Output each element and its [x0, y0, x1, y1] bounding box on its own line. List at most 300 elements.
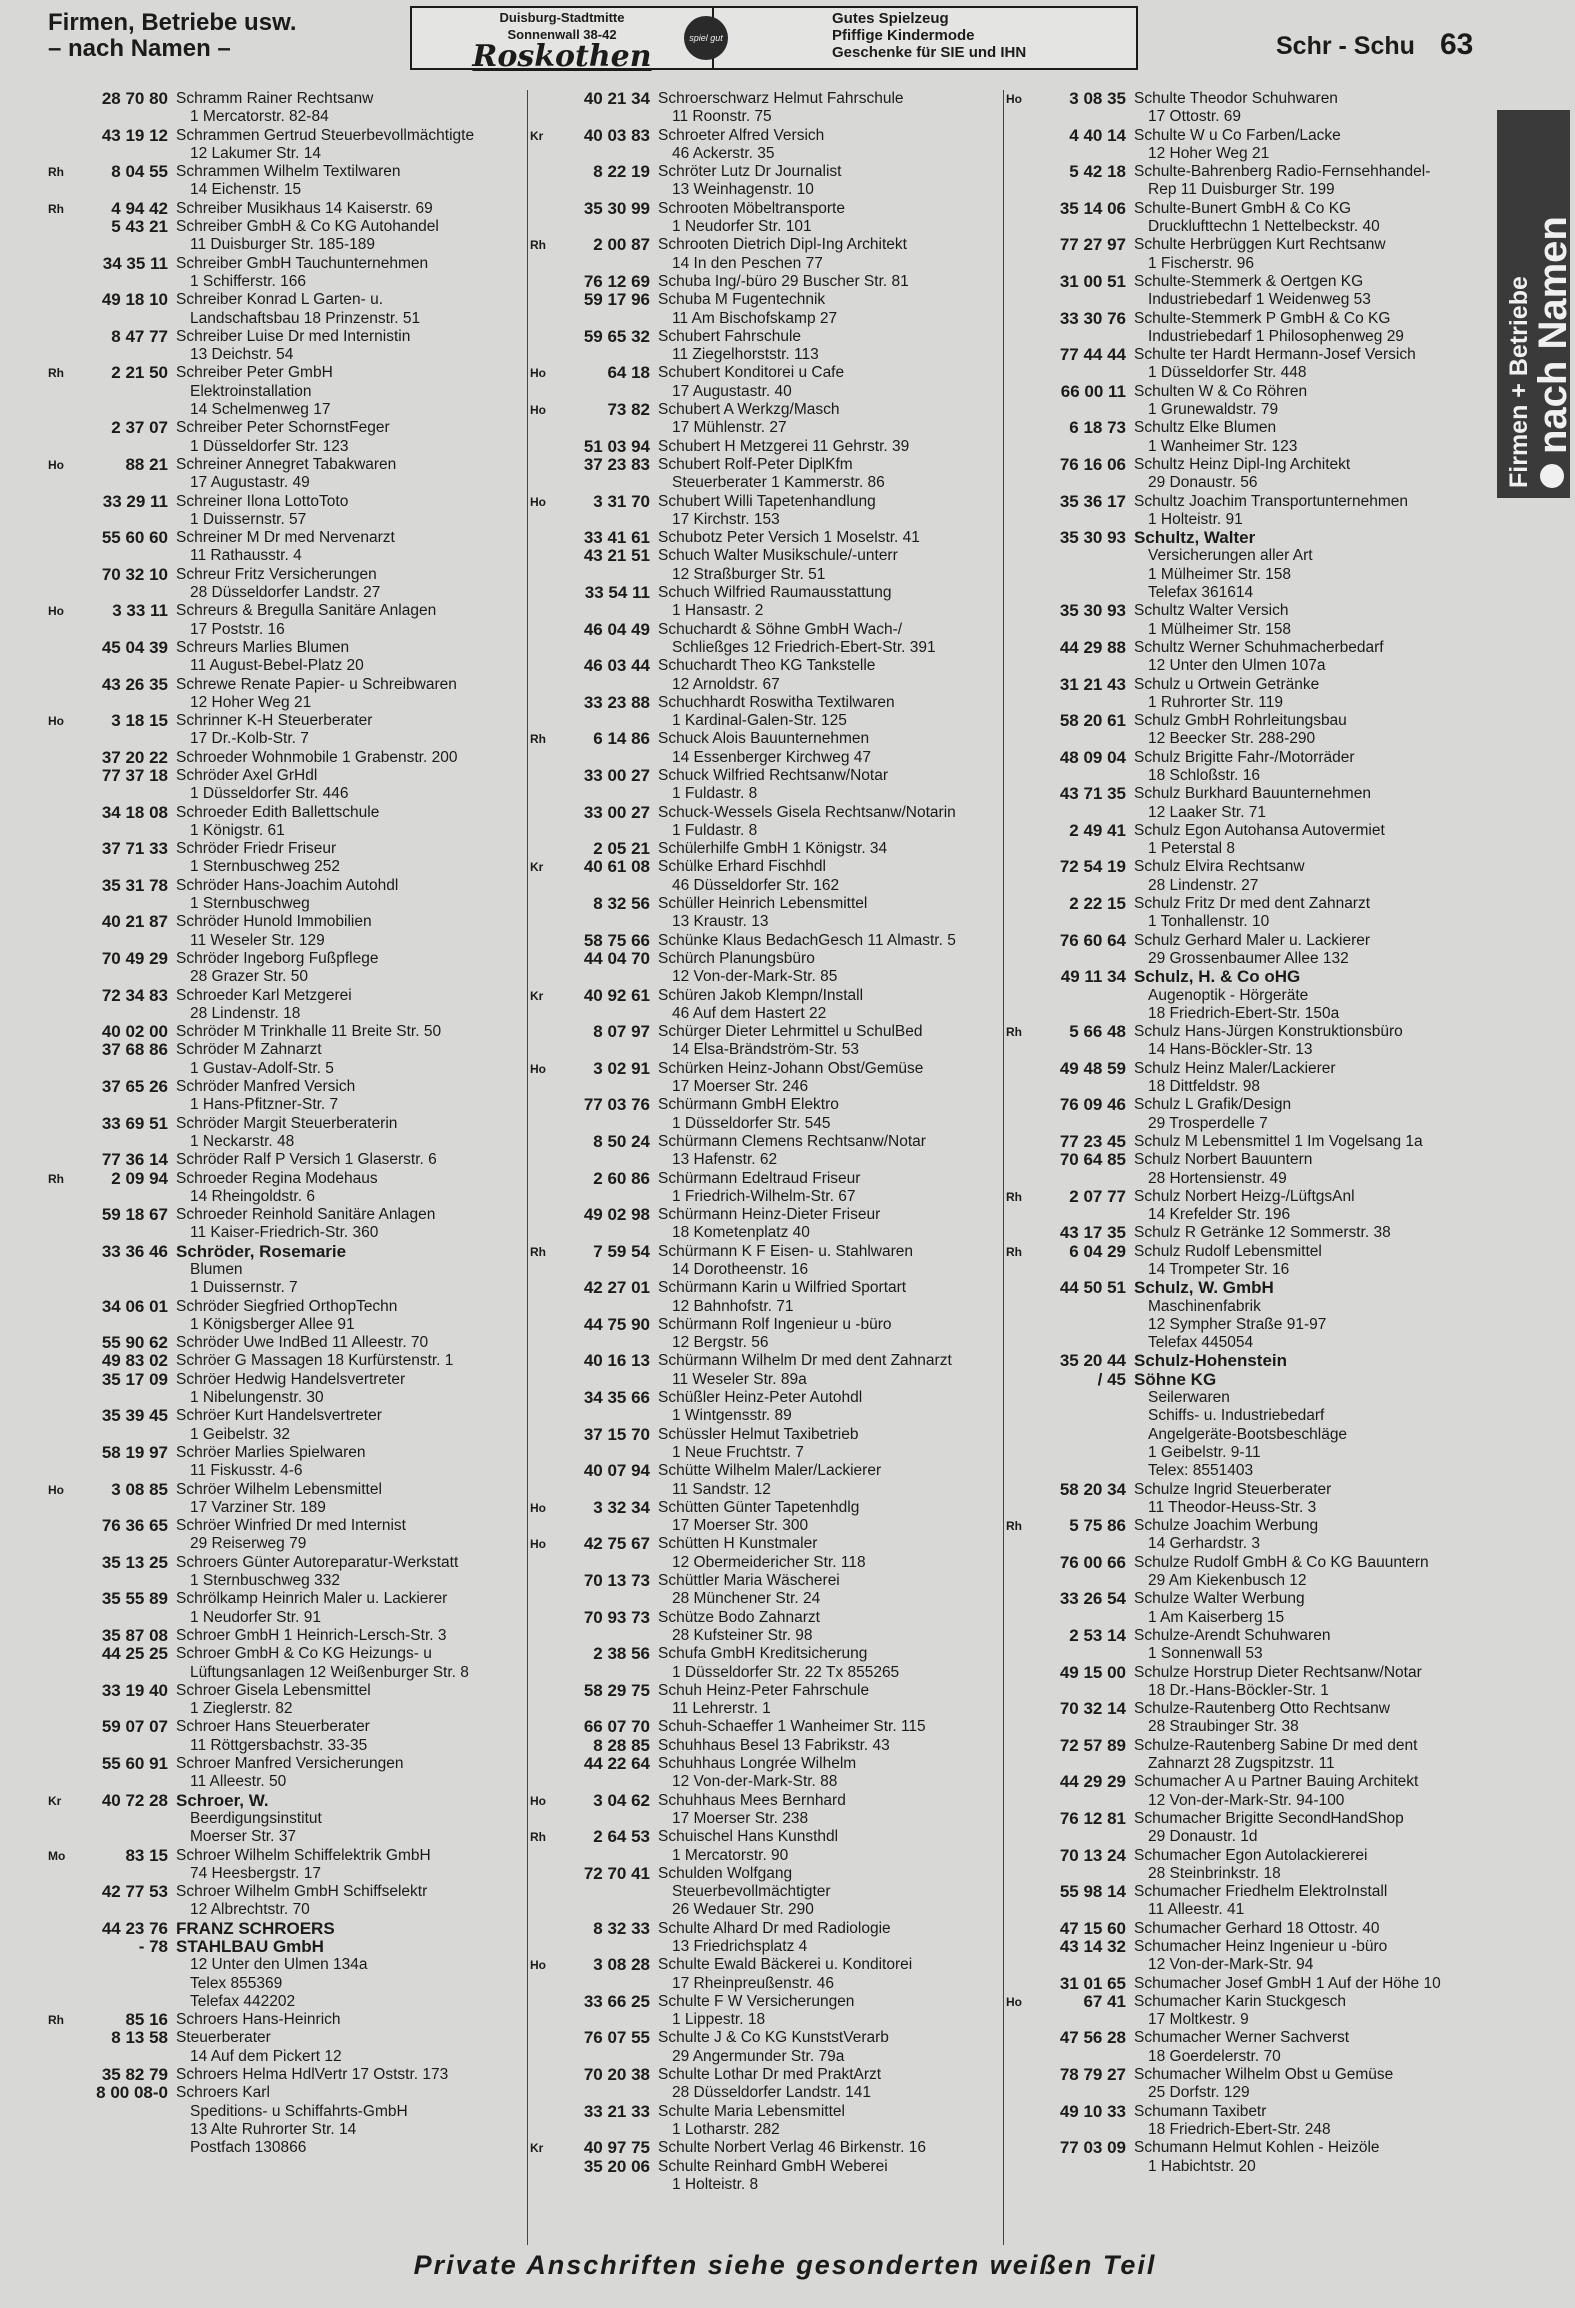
listing-entry: [48, 1645, 526, 1682]
phone-number: 37 65 26: [101, 1077, 168, 1097]
listing-text: [176, 1041, 526, 1078]
phone-number: 3 08 35: [1069, 89, 1126, 108]
district-prefix: [530, 1023, 550, 1060]
listing-text: [176, 529, 526, 566]
listing-entry: [530, 456, 1004, 493]
page-number: 63: [1440, 28, 1474, 61]
listing-detail: 1 Sternbuschweg: [190, 895, 310, 913]
district-prefix: [48, 2084, 68, 2157]
listing-entry: [48, 1206, 526, 1243]
phone-number: 43 71 35: [1059, 784, 1126, 804]
listing-name: Schürmann Karin u Wilfried Sportart: [658, 1279, 907, 1297]
listing-text: [658, 1737, 1004, 1755]
phone-number: 3 33 11: [112, 601, 168, 621]
listing-detail: Schließges 12 Friedrich-Ebert-Str. 391: [672, 638, 936, 656]
listing-entry: [530, 163, 1004, 200]
district-prefix: [48, 1407, 68, 1444]
listing-entry: [1006, 1847, 1496, 1884]
listing-name: Schröer Kurt Handelsvertreter: [176, 1407, 382, 1425]
listing-text: [176, 456, 526, 493]
district-prefix: [530, 90, 550, 127]
listing-name: Schulten W & Co Röhren: [1134, 382, 1308, 400]
listing-name: Schreiber GmbH Tauchunternehmen: [176, 254, 429, 272]
district-prefix: [1006, 1700, 1026, 1737]
listing-entry: [530, 1352, 1004, 1389]
district-prefix: [530, 200, 550, 237]
listing-entry: [48, 1115, 526, 1152]
listing-name: Schürmann GmbH Elektro: [658, 1096, 839, 1114]
district-prefix: [530, 1352, 550, 1389]
page-header: [0, 0, 1570, 80]
listing-name: Schulte Norbert Verlag 46 Birkenstr. 16: [658, 2139, 926, 2157]
listing-entry: [1006, 1224, 1496, 1242]
listing-name: Schumacher Heinz Ingenieur u -büro: [1134, 1937, 1388, 1955]
listing-text: [1134, 1151, 1496, 1188]
listing-entry: [48, 1718, 526, 1755]
listing-detail: 1 Neudorfer Str. 91: [190, 1608, 321, 1626]
listing-name: Schulz Norbert Bauuntern: [1134, 1151, 1313, 1169]
listing-text: [1134, 1224, 1496, 1242]
listing-name: Schroer Gisela Lebensmittel: [176, 1681, 371, 1699]
phone-number: 44 29 88: [1059, 637, 1126, 657]
listing-detail: 12 Bergstr. 56: [672, 1334, 769, 1352]
phone-number: 44 25 25: [101, 1644, 168, 1664]
district-prefix: [48, 1645, 68, 1682]
listing-name: Schröder Hans-Joachim Autohdl: [176, 876, 399, 894]
district-prefix: [530, 1755, 550, 1792]
listing-name: Schulte-Stemmerk P GmbH & Co KG: [1134, 309, 1391, 327]
listing-detail: 1 Zieglerstr. 82: [190, 1700, 293, 1718]
listing-entry: [530, 621, 1004, 658]
listing-name: Schulz Fritz Dr med dent Zahnarzt: [1134, 895, 1371, 913]
phone-number: 8 00 08-0: [96, 2083, 168, 2103]
listing-entry: [48, 2066, 526, 2084]
listing-detail: 1 Duissernstr. 7: [190, 1279, 298, 1297]
phone-number: 8 28 85: [593, 1735, 650, 1755]
listing-detail: 26 Wedauer Str. 290: [672, 1901, 814, 1919]
listing-name: Schroer Manfred Versicherungen: [176, 1755, 404, 1773]
phone-number: 70 32 14: [1059, 1699, 1126, 1719]
listing-name: Schroeter Alfred Versich: [658, 126, 825, 144]
phone-number: 70 64 85: [1059, 1150, 1126, 1170]
listing-detail: 1 Duissernstr. 57: [190, 510, 307, 528]
listing-entry: [1006, 2029, 1496, 2066]
listing-name: Schröder Ralf P Versich 1 Glaserstr. 6: [176, 1151, 437, 1169]
district-prefix: Kr: [530, 2141, 544, 2156]
listing-name: Schroeder Edith Ballettschule: [176, 803, 380, 821]
listing-name: Schroeder Wohnmobile 1 Grabenstr. 200: [176, 748, 458, 766]
phone-number: 34 06 01: [101, 1296, 168, 1316]
listing-text: [176, 1718, 526, 1755]
listing-entry: [1006, 1023, 1496, 1060]
district-prefix: [530, 1993, 550, 2030]
listing-detail: 1 Neudorfer Str. 101: [672, 218, 812, 236]
district-prefix: [530, 804, 550, 841]
listing-text: [1134, 1554, 1496, 1591]
listing-entry: [530, 547, 1004, 584]
phone-number: 44 29 29: [1059, 1772, 1126, 1792]
phone-number: 73 82: [607, 400, 650, 420]
listing-text: [176, 1078, 526, 1115]
listing-text: [1134, 1133, 1496, 1151]
district-prefix: [530, 1718, 550, 1736]
district-prefix: [48, 1755, 68, 1792]
listing-entry: [48, 1920, 526, 1938]
listing-entry: [1006, 1279, 1496, 1352]
listing-text: [658, 1352, 1004, 1389]
phone-number: 43 26 35: [101, 674, 168, 694]
listing-text: [1134, 419, 1496, 456]
listing-entry: [530, 1828, 1004, 1865]
phone-number: 59 17 96: [583, 290, 650, 310]
listing-detail: 1 Lippestr. 18: [672, 2011, 766, 2029]
listing-entry: [1006, 1810, 1496, 1847]
listing-name: Schulze-Arendt Schuhwaren: [1134, 1626, 1331, 1644]
listing-text: [1134, 1371, 1496, 1481]
phone-number: 40 21 34: [583, 89, 650, 108]
listing-text: [1134, 1517, 1496, 1554]
district-prefix: [530, 2066, 550, 2103]
district-prefix: [48, 676, 68, 713]
listing-detail: 11 Lehrerstr. 1: [672, 1700, 771, 1718]
listing-entry: [530, 236, 1004, 273]
listing-detail: 14 In den Peschen 77: [672, 254, 823, 272]
district-prefix: [48, 127, 68, 164]
listing-entry: [530, 1682, 1004, 1719]
listing-entry: [1006, 529, 1496, 602]
listing-text: [1134, 1627, 1496, 1664]
phone-number: 8 22 19: [593, 162, 650, 182]
listing-text: [1134, 1664, 1496, 1701]
district-prefix: Rh: [530, 238, 546, 253]
listing-name: Söhne KG: [1134, 1369, 1217, 1389]
listing-text: [176, 2011, 526, 2029]
listing-detail: 12 Beecker Str. 288-290: [1148, 730, 1316, 748]
district-prefix: [1006, 932, 1026, 969]
listing-entry: [1006, 1975, 1496, 1993]
listing-detail: 74 Heesbergstr. 17: [190, 1864, 321, 1882]
phone-number: 40 61 08: [583, 857, 650, 877]
phone-number: 44 23 76: [101, 1918, 168, 1938]
phone-number: 77 44 44: [1059, 345, 1126, 365]
listing-entry: [48, 712, 526, 749]
ad-slogan-1: Gutes Spielzeug: [832, 10, 949, 27]
phone-number: 64 18: [607, 363, 650, 383]
phone-number: 8 32 33: [593, 1918, 650, 1938]
listing-entry: [48, 1407, 526, 1444]
listing-detail: 12 Laaker Str. 71: [1148, 803, 1267, 821]
listing-name: Schulz Elvira Rechtsanw: [1134, 858, 1305, 876]
listing-detail: 11 Duisburger Str. 185-189: [190, 236, 375, 254]
listing-detail: 12 Hoher Weg 21: [190, 693, 312, 711]
district-prefix: [48, 1920, 68, 1938]
listing-entry: [48, 987, 526, 1024]
phone-number: 2 05 21: [593, 839, 650, 859]
phone-number: 49 10 33: [1059, 2101, 1126, 2121]
listing-text: [1134, 639, 1496, 676]
phone-number: 34 35 11: [102, 253, 168, 273]
district-prefix: Ho: [1006, 1994, 1022, 2009]
listing-text: [1134, 2103, 1496, 2140]
phone-number: - 78: [138, 1936, 168, 1956]
listing-entry: [48, 1517, 526, 1554]
listing-detail: 17 Moltkestr. 9: [1148, 2011, 1249, 2029]
phone-number: 40 97 75: [583, 2138, 650, 2158]
listing-name: Schubert A Werkzg/Masch: [658, 401, 840, 419]
listing-text: [176, 1682, 526, 1719]
district-prefix: [530, 1462, 550, 1499]
listing-text: [176, 1298, 526, 1335]
district-prefix: [48, 840, 68, 877]
phone-number: 40 07 94: [583, 1461, 650, 1481]
listing-text: [176, 1115, 526, 1152]
section-title-line2: – nach Namen –: [48, 35, 231, 62]
phone-number: 70 32 10: [101, 564, 168, 584]
listing-name: Schrölkamp Heinrich Maler u. Lackierer: [176, 1590, 448, 1608]
district-prefix: Rh: [530, 1830, 546, 1845]
phone-number: 40 03 83: [583, 125, 650, 145]
listing-detail: 17 Augustastr. 40: [672, 382, 792, 400]
listing-name: Schulte F W Versicherungen: [658, 1992, 855, 2010]
listing-name: Schulte Theodor Schuhwaren: [1134, 90, 1338, 107]
listing-entry: [530, 1499, 1004, 1536]
listing-text: [176, 1371, 526, 1408]
listing-text: [1134, 529, 1496, 602]
phone-number: 2 53 14: [1069, 1625, 1126, 1645]
phone-number: 72 57 89: [1059, 1735, 1126, 1755]
district-prefix: [1006, 785, 1026, 822]
listing-name: Schröder Uwe IndBed 11 Alleestr. 70: [176, 1334, 429, 1352]
listing-detail: 17 Dr.-Kolb-Str. 7: [190, 730, 309, 748]
listing-detail: 1 Ruhrorter Str. 119: [1148, 693, 1283, 711]
listing-entry: [48, 1041, 526, 1078]
phone-number: 35 14 06: [1059, 198, 1126, 218]
listing-text: [176, 1334, 526, 1352]
phone-number: 83 15: [125, 1845, 168, 1865]
thumb-tab-line2-text: nach Namen: [1531, 216, 1575, 454]
listing-name: Schürmann K F Eisen- u. Stahlwaren: [658, 1242, 914, 1260]
listing-text: [176, 127, 526, 164]
listing-name: Schröer Marlies Spielwaren: [176, 1443, 366, 1461]
listing-name: Schulz Norbert Heizg-/LüftgsAnl: [1134, 1187, 1355, 1205]
phone-number: 34 18 08: [101, 802, 168, 822]
listing-entry: [48, 1938, 526, 2011]
listing-entry: [530, 1956, 1004, 1993]
listing-name: Schubotz Peter Versich 1 Moselstr. 41: [658, 529, 920, 547]
listing-entry: [48, 1627, 526, 1645]
phone-number: 46 04 49: [583, 619, 650, 639]
listing-name: Schroer GmbH & Co KG Heizungs- u: [176, 1645, 432, 1663]
listing-detail: 46 Düsseldorfer Str. 162: [672, 876, 840, 894]
listing-text: [1134, 1920, 1496, 1938]
listing-text: [658, 2139, 1004, 2157]
phone-number: 49 02 98: [583, 1205, 650, 1225]
phone-number: 78 79 27: [1059, 2065, 1126, 2085]
listing-entry: [530, 950, 1004, 987]
district-prefix: [48, 255, 68, 292]
listing-text: [658, 127, 1004, 164]
district-prefix: [1006, 858, 1026, 895]
district-prefix: Rh: [530, 1244, 546, 1259]
listing-detail: Maschinenfabrik: [1148, 1297, 1261, 1315]
phone-number: 3 08 28: [593, 1955, 650, 1975]
listing-name: Schreiber Konrad L Garten- u.: [176, 291, 384, 309]
listing-entry: [530, 1389, 1004, 1426]
listing-name: Schünke Klaus BedachGesch 11 Almastr. 5: [658, 931, 956, 949]
listing-entry: [1006, 1133, 1496, 1151]
district-prefix: [530, 1389, 550, 1426]
listing-detail: 18 Dittfeldstr. 98: [1148, 1078, 1261, 1096]
district-prefix: [1006, 639, 1026, 676]
listing-entry: [530, 1206, 1004, 1243]
listing-detail: 28 Düsseldorfer Landstr. 27: [190, 584, 381, 602]
listing-text: [176, 255, 526, 292]
listing-text: [658, 1060, 1004, 1097]
listing-text: [176, 1444, 526, 1481]
listing-detail: 28 Düsseldorfer Landstr. 141: [672, 2084, 872, 2102]
district-prefix: [1006, 676, 1026, 713]
district-prefix: Rh: [48, 201, 64, 216]
listing-name: Schröer Hedwig Handelsvertreter: [176, 1370, 406, 1388]
listing-entry: [530, 1609, 1004, 1646]
district-prefix: [530, 1609, 550, 1646]
district-prefix: [530, 547, 550, 584]
listing-detail: 13 Deichstr. 54: [190, 346, 294, 364]
district-prefix: Ho: [48, 604, 64, 619]
listing-detail: 18 Friedrich-Ebert-Str. 248: [1148, 2120, 1331, 2138]
phone-number: 85 16: [125, 2010, 168, 2030]
listing-text: [176, 163, 526, 200]
listing-text: [176, 90, 526, 127]
listing-detail: Schiffs- u. Industriebedarf: [1148, 1407, 1325, 1425]
district-prefix: [48, 2066, 68, 2084]
listing-entry: [530, 1755, 1004, 1792]
listing-name: Schroers Hans-Heinrich: [176, 2011, 341, 2029]
listing-entry: [1006, 785, 1496, 822]
listing-entry: [48, 218, 526, 255]
district-prefix: [530, 1572, 550, 1609]
listing-name: Schulte Alhard Dr med Radiologie: [658, 1919, 891, 1937]
listing-name: Schulz Brigitte Fahr-/Motorräder: [1134, 748, 1355, 766]
listing-name: Schumacher Friedhelm ElektroInstall: [1134, 1883, 1388, 1901]
district-prefix: [1006, 1773, 1026, 1810]
listing-detail: 29 Donaustr. 56: [1148, 474, 1258, 492]
listing-name: Schuhhaus Longrée Wilhelm: [658, 1755, 857, 1773]
listing-detail: 12 Von-der-Mark-Str. 88: [672, 1773, 838, 1791]
listing-entry: [1006, 236, 1496, 273]
listing-text: [658, 291, 1004, 328]
listing-text: [1134, 712, 1496, 749]
listing-name: Schultz Heinz Dipl-Ing Architekt: [1134, 455, 1351, 473]
thumb-tab-line2: [1533, 120, 1573, 488]
listing-detail: 14 Trompeter Str. 16: [1148, 1261, 1290, 1278]
district-prefix: [48, 1041, 68, 1078]
listing-detail: 11 Am Bischofskamp 27: [672, 309, 838, 327]
district-prefix: [1006, 1920, 1026, 1938]
listing-name: Schuhhaus Besel 13 Fabrikstr. 43: [658, 1736, 890, 1754]
listing-entry: [48, 639, 526, 676]
phone-number: 35 17 09: [101, 1369, 168, 1389]
listing-text: [176, 1792, 526, 1847]
listing-name: Schulze Horstrup Dieter Rechtsanw/Notar: [1134, 1663, 1422, 1681]
listing-text: [176, 291, 526, 328]
listing-text: [1134, 2139, 1496, 2176]
listing-name: Schulte Maria Lebensmittel: [658, 2102, 845, 2120]
listing-detail: 28 Hortensienstr. 49: [1148, 1169, 1287, 1187]
listing-name: Schulze-Rautenberg Sabine Dr med dent: [1134, 1736, 1418, 1754]
district-prefix: Ho: [530, 1500, 546, 1515]
phone-number: 2 37 07: [111, 418, 168, 438]
listing-entry: [48, 200, 526, 218]
listing-name: Schürmann Wilhelm Dr med dent Zahnarzt: [658, 1352, 952, 1370]
district-prefix: Rh: [1006, 1025, 1022, 1040]
listing-name: Schumacher Gerhard 18 Ottostr. 40: [1134, 1919, 1380, 1937]
ad-address-line2: Sonnenwall 38-42: [507, 27, 617, 42]
listing-entry: [48, 419, 526, 456]
listing-text: [176, 767, 526, 804]
district-prefix: [1006, 1938, 1026, 1975]
listing-name: Schuh Heinz-Peter Fahrschule: [658, 1681, 870, 1699]
listing-name: Schreiber Peter GmbH: [176, 364, 333, 382]
district-prefix: [48, 1627, 68, 1645]
listing-detail: 1 Grunewaldstr. 79: [1148, 401, 1279, 419]
listing-text: [658, 657, 1004, 694]
listing-entry: [530, 328, 1004, 365]
listing-detail: 1 Gustav-Adolf-Str. 5: [190, 1059, 334, 1077]
listing-detail: 18 Friedrich-Ebert-Str. 150a: [1148, 1004, 1340, 1022]
listing-name: Schröder Siegfried OrthopTechn: [176, 1297, 398, 1315]
phone-number: 44 22 64: [583, 1754, 650, 1774]
district-prefix: [530, 950, 550, 987]
listing-detail: 11 Röttgersbachstr. 33-35: [190, 1736, 368, 1754]
listing-detail: 12 Von-der-Mark-Str. 94: [1148, 1956, 1314, 1974]
listing-entry: [530, 1993, 1004, 2030]
listing-entry: [48, 364, 526, 419]
phone-number: 49 11 34: [1060, 967, 1126, 987]
listing-text: [1134, 1938, 1496, 1975]
listing-entry: [530, 1426, 1004, 1463]
listing-text: [658, 1572, 1004, 1609]
phone-number: 2 22 15: [1069, 894, 1126, 914]
listing-name: Schütten Günter Tapetenhdlg: [658, 1498, 860, 1516]
district-prefix: Ho: [1006, 92, 1022, 106]
listing-text: [658, 2029, 1004, 2066]
section-title: [48, 10, 297, 62]
listing-entry: [1006, 895, 1496, 932]
phone-number: 67 41: [1083, 1991, 1126, 2011]
listing-detail: 46 Auf dem Hastert 22: [672, 1004, 827, 1022]
listing-detail: Industriebedarf 1 Philosophenweg 29: [1148, 327, 1404, 345]
district-prefix: [1006, 895, 1026, 932]
listing-text: [658, 364, 1004, 401]
listing-text: [1134, 1847, 1496, 1884]
listing-name: Schumacher Egon Autolackiererei: [1134, 1846, 1368, 1864]
listing-text: [658, 1535, 1004, 1572]
listing-detail: 1 Nibelungenstr. 30: [190, 1389, 324, 1407]
listing-text: [1134, 822, 1496, 859]
listing-detail: 1 Hans-Pfitzner-Str. 7: [190, 1096, 339, 1114]
listing-entry: [48, 1481, 526, 1518]
listing-entry: [48, 1755, 526, 1792]
listing-text: [658, 1865, 1004, 1920]
phone-number: 2 07 77: [1069, 1186, 1126, 1206]
district-prefix: [48, 1517, 68, 1554]
phone-number: 2 09 94: [111, 1168, 168, 1188]
listing-text: [1134, 90, 1496, 127]
district-prefix: Kr: [530, 860, 544, 875]
district-prefix: Ho: [530, 1537, 546, 1552]
listing-detail: 18 Schloßstr. 16: [1148, 766, 1261, 784]
